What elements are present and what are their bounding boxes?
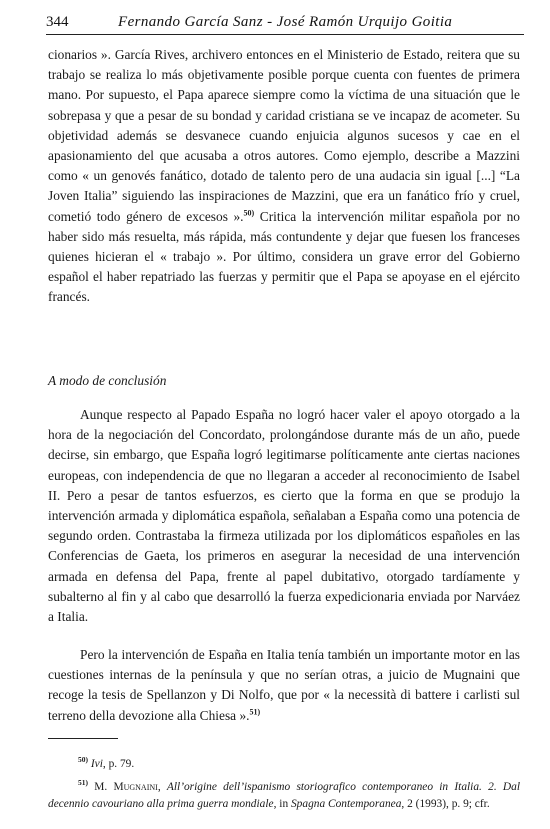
footnote-51-journal: Spagna Contemporanea: [290, 798, 402, 810]
footnote-ref-51[interactable]: 51): [249, 707, 261, 717]
page-number: 344: [46, 14, 69, 30]
footnote-50: [78, 756, 520, 773]
footnote-51-sep-1: ,: [157, 781, 167, 793]
footnote-51-mark: 51): [78, 778, 88, 788]
footnote-50-ref: Ivi: [90, 758, 103, 770]
footnote-51-author: M. Mugnaini: [94, 781, 158, 793]
footnote-51-title: All’origine dell’ispanismo storiografico contemporaneo in Italia. 2. Dal decennio cavouriano alla prima guerra mondiale: [48, 781, 520, 810]
footnote-ref-50[interactable]: 50): [243, 208, 255, 218]
footnote-51: [48, 779, 520, 813]
page-header: [46, 12, 524, 35]
footnote-divider: [48, 738, 118, 739]
footnote-51-sep-2: , in: [273, 798, 291, 810]
body-paragraph-1: [48, 45, 520, 308]
footnote-50-mark: 50): [78, 755, 88, 765]
paragraph-3-text: Pero la intervención de España en Italia tenía también un importante motor en las cuestiones internas de la península y que no serían otras, a juicio de Mugnaini que recoge la tesis de Spellanzon y Di Nolfo, que por « la necessità di battere i carlisti sul terreno della devozione alla Chiesa ».: [48, 647, 520, 723]
paragraph-1-text-b: Critica la intervención militar española por no haber sido más resuelta, más rápida, más contundente y dejar que fuesen los franceses quienes hicieran el « trabajo ». Por último, considera un grave error del Gobierno español el haber repatriado las fuerzas y permitir que el Papa se apoyase en el ejército francés.: [48, 208, 520, 305]
body-paragraph-2: Aunque respecto al Papado España no logró hacer valer el apoyo otorgado a la hora de la negociación del Concordato, prolongándose durante más de un año, puede decirse, sin embargo, que España logró legitimarse políticamente ante ciertas naciones europeas, con independencia de que no llegaran a acceder al reconocimiento de Isabel II. Pero a pesar de tantos esfuerzos, es cierto que la forma en que se produjo la intervención armada y diplomática española, señalaban a España como una potencia de segundo orden. Contrastaba la firmeza utilizada por los diplomáticos españoles en las Conferencias de Gaeta, los primeros en asegurar la necesidad de una intervención armada en defensa del Papa, frente al papel dubitativo, otorgado tardíamente y subalterno al fin y al cabo que desarrolló la fuerza expedicionaria enviada por Narváez a Italia.: [48, 407, 520, 625]
running-head: Fernando García Sanz - José Ramón Urquijo Goitia: [118, 14, 453, 30]
footnote-50-rest: , p. 79.: [102, 758, 135, 770]
body-paragraph-3: [48, 645, 520, 726]
section-heading: A modo de conclusión: [48, 373, 167, 388]
footnote-51-rest: , 2 (1993), p. 9; cfr.: [401, 798, 490, 810]
paragraph-1-text-a: cionarios ». García Rives, archivero entonces en el Ministerio de Estado, reitera que su trabajo se realiza lo más objetivamente posible porque cuenta con fuentes de primera mano. Por supuesto, el Papa aparece siempre como la víctima de una situación que le sobrepasa y que a pesar de su bondad y caridad cristiana se ve incapaz de acometer. Su objetividad además se desvanece cuando enjuicia algunos sucesos y cae en el apasionamiento del que acusaba a otros autores. Como ejemplo, describe a Mazzini como « un genovés fanático, dotado de talento pero de una audacia sin igual [...] “La Joven Italia” siguiendo las inspiraciones de Mazzini, que era un fanático frío y cruel, cometió todo género de excesos ».: [48, 47, 520, 224]
